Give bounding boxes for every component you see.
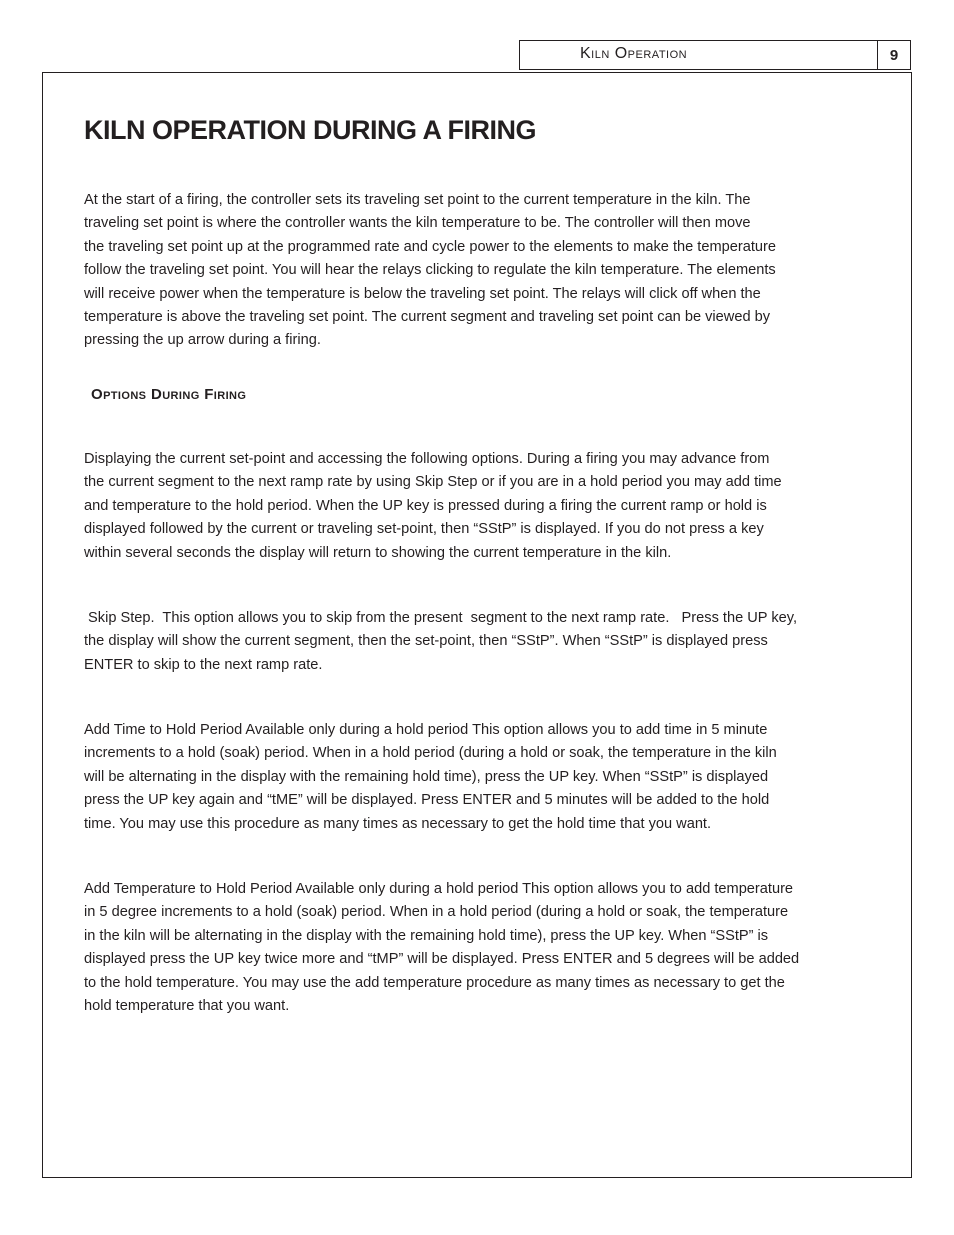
running-header — [519, 40, 878, 70]
text-line: press the UP key again and “tME” will be displayed. Press ENTER and 5 minutes will be added to the hold — [84, 792, 770, 809]
add-temperature-paragraph — [84, 878, 854, 1018]
text-line: to the hold temperature. You may use the add temperature procedure as many times as necessary to get the — [84, 974, 785, 991]
text-line: will receive power when the temperature is below the traveling set point. The relays will click off when the — [84, 285, 761, 302]
text-line: ENTER to skip to the next ramp rate. — [84, 656, 323, 673]
text-line: increments to a hold (soak) period. When in a hold period (during a hold or soak, the temperature in the kiln — [84, 745, 777, 762]
text-line: the traveling set point up at the programmed rate and cycle power to the elements to make the temperature — [84, 238, 776, 255]
text-line: Displaying the current set-point and accessing the following options. During a firing you may advance from — [84, 451, 770, 467]
text-line: hold temperature that you want. — [84, 998, 290, 1015]
text-line: temperature is above the traveling set point. The current segment and traveling set point can be viewed by — [84, 309, 771, 326]
options-paragraph — [84, 448, 854, 565]
text-line: in 5 degree increments to a hold (soak) period. When in a hold period (during a hold or soak, the temperature — [84, 904, 789, 921]
text-line: the current segment to the next ramp rate by using Skip Step or if you are in a hold period you may add time — [84, 474, 782, 491]
running-header-title: Kiln Operation — [580, 45, 688, 62]
text-line: the display will show the current segment, then the set-point, then “SStP”. When “SStP” is displayed press — [84, 633, 768, 650]
text-line: traveling set point is where the controller wants the kiln temperature to be. The controller will then move — [84, 215, 751, 232]
text-line: pressing the up arrow during a firing. — [84, 332, 321, 349]
text-line: within several seconds the display will return to showing the current temperature in the kiln. — [84, 544, 672, 561]
intro-paragraph — [84, 189, 854, 353]
add-time-paragraph — [84, 719, 854, 836]
page-title: KILN OPERATION DURING A FIRING — [84, 115, 536, 145]
skip-step-paragraph — [84, 607, 854, 677]
text-line: time. You may use this procedure as many times as necessary to get the hold time that you want. — [84, 815, 712, 832]
text-line: Add Temperature to Hold Period Available only during a hold period This option allows you to add temperature — [84, 881, 794, 897]
page-number: 9 — [877, 40, 911, 70]
section-heading: Options During Firing — [91, 386, 247, 403]
text-line: follow the traveling set point. You will hear the relays clicking to regulate the kiln temperature. The elements — [84, 262, 776, 279]
text-line: will be alternating in the display with the remaining hold time), press the UP key. When “SStP” is displayed — [84, 768, 769, 785]
text-line: in the kiln will be alternating in the display with the remaining hold time), press the UP key. When “SStP” is — [84, 927, 769, 944]
text-line: Skip Step. This option allows you to skip from the present segment to the next ramp rate. Press the UP key, — [84, 610, 798, 626]
text-line: Add Time to Hold Period Available only during a hold period This option allows you to add time in 5 minute — [84, 722, 768, 738]
text-line: At the start of a firing, the controller sets its traveling set point to the current temperature in the kiln. The — [84, 192, 751, 208]
text-line: displayed followed by the current or traveling set-point, then “SStP” is displayed. If you do not press a key — [84, 521, 764, 538]
text-line: displayed press the UP key twice more and “tMP” will be displayed. Press ENTER and 5 degrees will be added — [84, 951, 800, 968]
text-line: and temperature to the hold period. When the UP key is pressed during a firing the current ramp or hold is — [84, 497, 767, 514]
